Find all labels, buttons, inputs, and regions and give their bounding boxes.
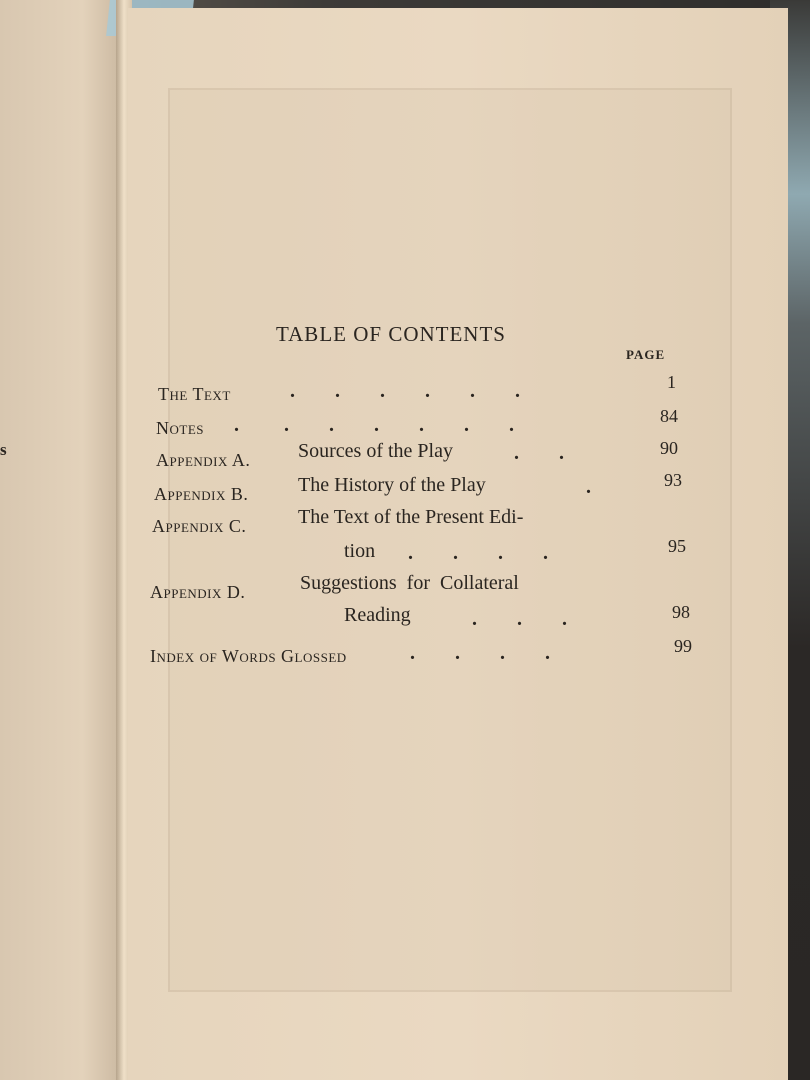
toc-entry-page: 93 [664, 470, 682, 490]
toc-entry-page: 84 [660, 406, 678, 426]
toc-entry-label: Notes [156, 418, 204, 438]
toc-entry-label: The Text [158, 384, 231, 404]
toc-entry-label: Appendix B. [154, 484, 249, 504]
toc-title: TABLE OF CONTENTS [276, 322, 506, 346]
leader-dots: . . . . . . . [234, 414, 514, 436]
toc-entry-page: 1 [667, 372, 676, 392]
toc-entry-page: 98 [672, 602, 690, 622]
left-page-fragment: s [0, 440, 7, 459]
leader-dots: . . . . [408, 542, 548, 564]
toc-entry-title: The Text of the Present Edi- [298, 506, 524, 528]
leader-dots: . . . . [410, 642, 550, 664]
leader-dots: . [586, 476, 591, 498]
toc-entry-title-continued: tion [344, 540, 376, 562]
toc-entry-page: 99 [674, 636, 692, 656]
leader-dots: . . . . . . [290, 380, 520, 402]
toc-entry-label: Appendix A. [156, 450, 251, 470]
leader-dots: . . [514, 442, 564, 464]
toc-entry-title: Sources of the Play [298, 440, 453, 462]
toc-entry-title-continued: Reading [344, 604, 411, 626]
toc-entry-label: Appendix C. [152, 516, 247, 536]
toc-entry-title: The History of the Play [298, 474, 486, 496]
toc-entry-title: Suggestions for Collateral [300, 572, 519, 594]
toc-entry-label: Appendix D. [150, 582, 246, 602]
page-column-header: PAGE [626, 347, 666, 362]
toc-entry-page: 95 [668, 536, 686, 556]
leader-dots: . . . [472, 608, 567, 630]
toc-entry-label: Index of Words Glossed [150, 646, 347, 666]
toc-entry-page: 90 [660, 438, 678, 458]
